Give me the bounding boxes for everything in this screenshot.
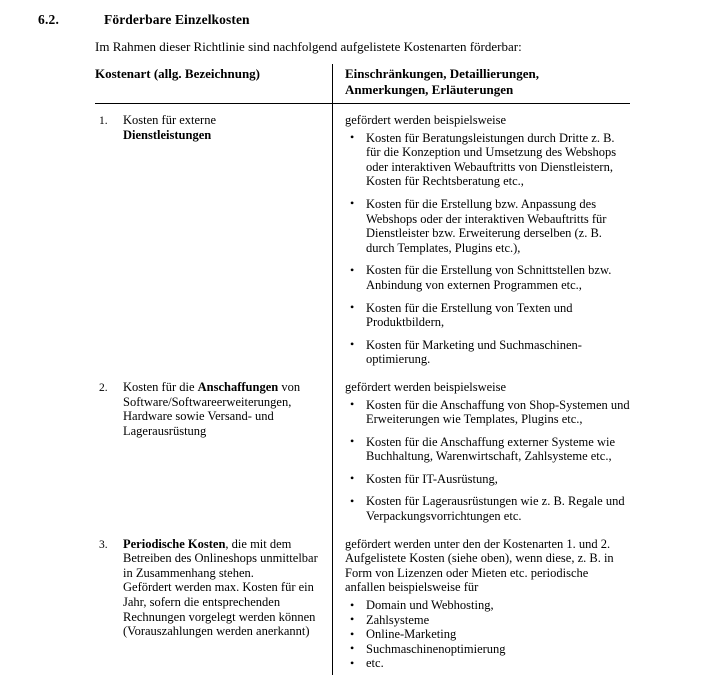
list-item: • Zahlsysteme — [345, 613, 630, 628]
row-number-1: 1. — [99, 115, 108, 127]
table-header-right-line1: Einschränkungen, Detaillierungen, — [345, 66, 539, 81]
table-cell-details-1 — [332, 104, 630, 371]
list-item: • Kosten für Marketing und Suchmaschinen-optimierung. — [345, 338, 630, 367]
table-row — [95, 371, 630, 528]
list-item: • Domain und Webhosting, — [345, 598, 630, 613]
list-item: • Kosten für Lagerausrüstungen wie z. B. Regale und Verpackungsvorrichtungen etc. — [345, 494, 630, 523]
cost-type-3-text — [123, 537, 324, 639]
table-row — [95, 528, 630, 675]
details-3-bullet-list — [345, 598, 630, 671]
cost-type-2-text — [123, 380, 324, 438]
table-cell-cost-type-3 — [95, 528, 332, 643]
cost-type-3-bold: Periodische Kosten — [123, 536, 226, 551]
intro-paragraph: Im Rahmen dieser Richtlinie sind nachfolgend aufgelistete Kostenarten förderbar: — [95, 39, 522, 54]
row-number-3: 3. — [99, 538, 108, 551]
list-item: • Kosten für die Erstellung bzw. Anpassung des Webshops oder der interaktiven Webauftritts für Dienstleister bzw. Erweiterung derselben (z. B. durch Templates, Plugins etc.), — [345, 197, 630, 255]
list-item: • etc. — [345, 656, 630, 671]
table-header-row — [95, 64, 630, 103]
table-row — [95, 104, 630, 371]
cost-types-table — [95, 64, 630, 675]
section-title: Förderbare Einzelkosten — [104, 12, 250, 27]
section-number: 6.2. — [38, 12, 60, 27]
list-item: • Online-Marketing — [345, 627, 630, 642]
table-header-cell-left: Kostenart (allg. Bezeichnung) — [95, 66, 261, 81]
list-item: • Kosten für die Erstellung von Texten und Produktbildern, — [345, 301, 630, 330]
table-cell-details-3 — [332, 528, 630, 675]
details-2-bullet-list — [345, 398, 630, 524]
cost-type-3-suffix: , die mit dem Betreiben des Onlineshops unmittelbar in Zusammenhang stehen. — [123, 536, 318, 580]
cost-type-1-text — [123, 113, 324, 142]
table-cell-details-2 — [332, 371, 630, 528]
table-header-right-line2: Anmerkungen, Erläuterungen — [345, 81, 514, 97]
list-item: • Kosten für Beratungsleistungen durch Dritte z. B. für die Konzeption und Umsetzung des Webshops oder interaktiven Webauftritts von Dienstleistern, Kosten für Rechtsberatung etc., — [345, 131, 630, 189]
list-item: • Kosten für IT-Ausrüstung, — [345, 472, 630, 487]
cost-type-2-suffix: von Software/Softwareerweiterungen, Hardware sowie Versand- und Lagerausrüstung — [123, 379, 301, 438]
details-3-lead: gefördert werden unter den der Kostenarten 1. und 2. Aufgelistete Kosten (siehe oben), wenn diese, z. B. in Form von Lizenzen oder Mieten etc. periodische anfallen beispielsweise für — [345, 536, 614, 595]
cost-type-1-plain: Kosten für externe — [123, 113, 217, 127]
list-item: • Suchmaschinenoptimierung — [345, 642, 630, 657]
list-item: • Kosten für die Anschaffung externer Systeme wie Buchhaltung, Warenwirtschaft, Zahlsysteme etc., — [345, 435, 630, 464]
table-cell-cost-type-1 — [95, 104, 332, 146]
details-2-lead: gefördert werden beispielsweise — [345, 379, 507, 394]
cost-type-2-bold: Anschaffungen — [197, 379, 279, 394]
row-number-2: 2. — [99, 381, 108, 394]
cost-type-2-prefix: Kosten für die — [123, 379, 198, 394]
details-1-bullet-list — [345, 131, 630, 367]
table-header-cell-right — [332, 64, 630, 103]
list-item: • Kosten für die Anschaffung von Shop-Systemen und Erweiterungen wie Templates, Plugins etc., — [345, 398, 630, 427]
details-1-lead: gefördert werden beispielsweise — [345, 113, 507, 127]
section-heading — [38, 12, 658, 28]
cost-type-3-paragraph2: Gefördert werden max. Kosten für ein Jahr, sofern die entsprechenden Rechnungen vorgelegt werden können (Vorauszahlungen werden anerkannt) — [123, 580, 316, 639]
table-cell-cost-type-2 — [95, 371, 332, 442]
cost-type-1-bold: Dienstleistungen — [123, 127, 212, 142]
list-item: • Kosten für die Erstellung von Schnittstellen bzw. Anbindung von externen Programmen etc., — [345, 263, 630, 292]
